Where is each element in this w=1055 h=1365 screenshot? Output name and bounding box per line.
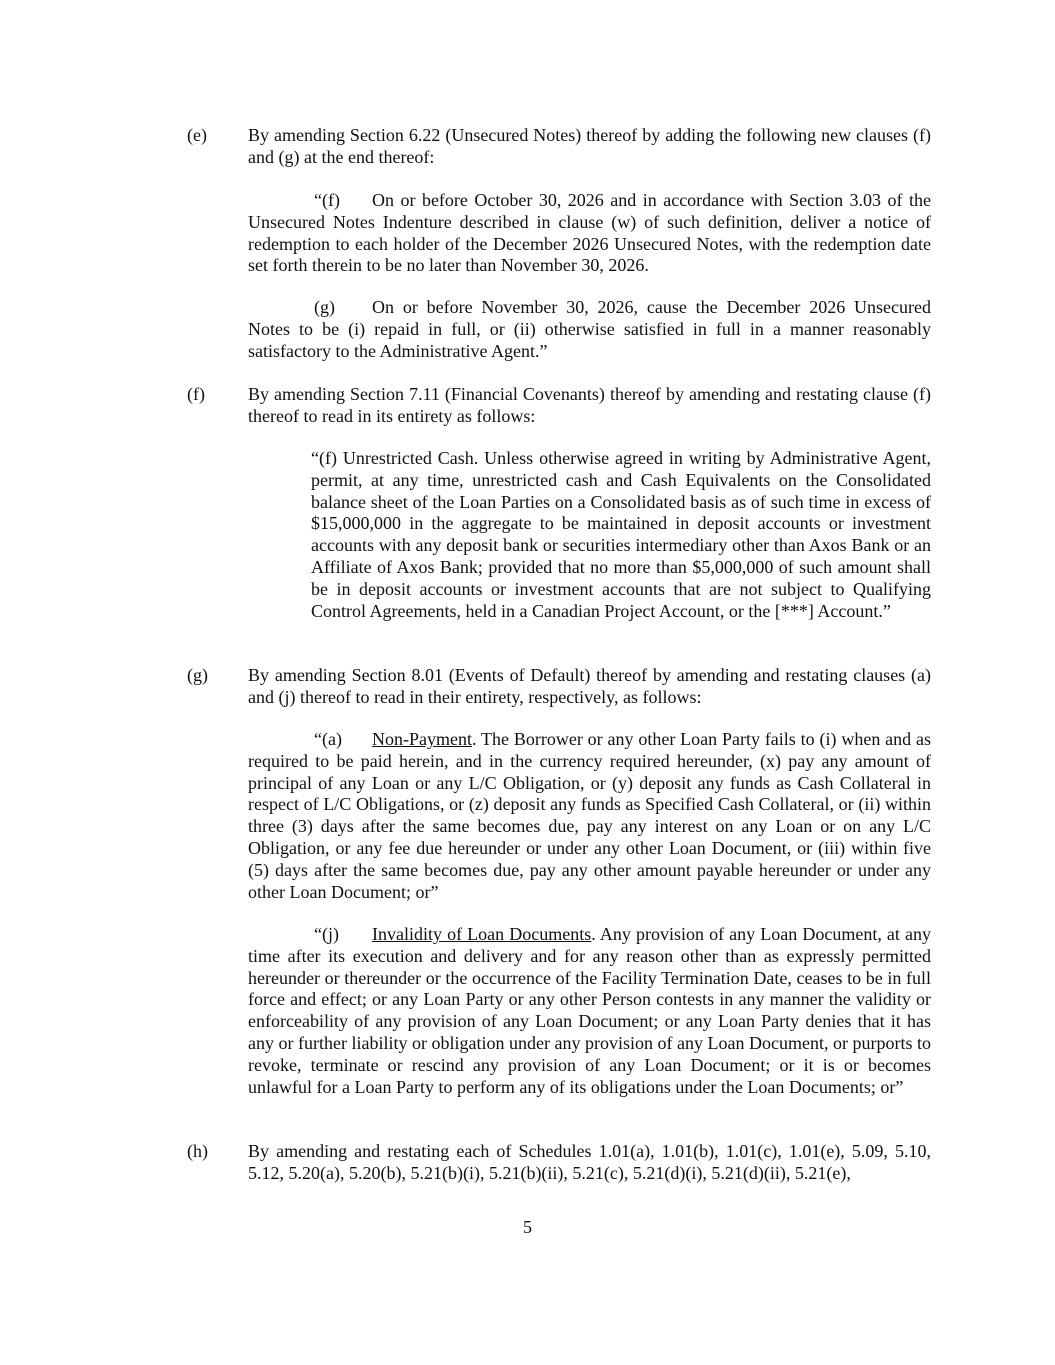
clause-h-text: By amending and restating each of Schedules 1.01(a), 1.01(b), 1.01(c), 1.01(e), 5.09, 5.10, 5.12, 5.20(a), 5.20(b), 5.21(b)(i), 5.21(b)(ii), 5.21(c), 5.21(d)(i), 5.21(d)(ii), 5.21(e), (248, 1141, 931, 1183)
clause-f-label: (f) (187, 384, 205, 404)
new-clause-a-text: . The Borrower or any other Loan Party fails to (i) when and as required to be paid herein, and in the currency required hereunder, (x) pay any amount of principal of any Loan or any L/C Obligation, or (y) deposit any funds as Cash Collateral in respect of L/C Obligations, or (z) deposit any funds as Specified Cash Collateral, or (ii) within three (3) days after the same becomes due, pay any interest on any Loan or on any L/C Obligation, or any fee due hereunder or under any other Loan Document, or (iii) within five (5) days after the same becomes due, pay any other amount payable hereunder or under any other Loan Document; or” (248, 729, 931, 902)
clause-e-text: By amending Section 6.22 (Unsecured Notes) thereof by adding the following new clauses (f) and (g) at the end thereof: (248, 125, 931, 167)
new-clause-f-text: On or before October 30, 2026 and in accordance with Section 3.03 of the Unsecured Notes Indenture described in clause (w) of such definition, deliver a notice of redemption to each holder of the December 2026 Unsecured Notes, with the redemption date set forth therein to be no later than November 30, 2026. (248, 190, 931, 276)
clause-g-label: (g) (187, 665, 208, 685)
clause-h-label: (h) (187, 1141, 208, 1161)
clause-f-text: By amending Section 7.11 (Financial Covenants) thereof by amending and restating clause (f) thereof to read in its entirety as follows: (248, 384, 931, 426)
new-clause-g-label: (g) (314, 297, 335, 317)
new-clause-g-text: On or before November 30, 2026, cause the December 2026 Unsecured Notes to be (i) repaid in full, or (ii) otherwise satisfied in full in a manner reasonably satisfactory to the Administrative Agent.” (248, 297, 931, 361)
new-clause-a-label: “(a) (314, 729, 342, 749)
page-number: 5 (523, 1217, 532, 1237)
clause-g (187, 665, 931, 709)
new-clause-j-label: “(j) (314, 924, 339, 944)
new-clause-j-text: . Any provision of any Loan Document, at any time after its execution and delivery and for any reason other than as expressly permitted hereunder or thereunder or the occurrence of the Facility Termination Date, ceases to be in full force and effect; or any Loan Party or any other Person contests in any manner the validity or enforceability of any provision of any Loan Document; or any Loan Party denies that it has any or further liability or obligation under any provision of any Loan Document, or purports to revoke, terminate or rescind any provision of any Loan Document; or it is or becomes unlawful for a Loan Party to perform any of its obligations under the Loan Documents; or” (248, 924, 932, 1097)
non-payment-heading: Non-Payment (372, 729, 472, 749)
unrestricted-cash-block: “(f) Unrestricted Cash. Unless otherwise agreed in writing by Administrative Agent, permit, at any time, unrestricted cash and Cash Equivalents on the Consolidated balance sheet of the Loan Parties on a Consolidated basis as of such time in excess of $15,000,000 in the aggregate to be maintained in deposit accounts or investment accounts with any deposit bank or securities intermediary other than Axos Bank or an Affiliate of Axos Bank; provided that no more than $5,000,000 of such amount shall be in deposit accounts or investment accounts that are not subject to Qualifying Control Agreements, held in a Canadian Project Account, or the [***] Account.” (311, 448, 931, 621)
new-clause-g (248, 297, 931, 362)
new-clause-a (248, 729, 931, 903)
clause-f (187, 384, 931, 428)
new-clause-f-label: “(f) (314, 190, 340, 210)
clause-e (187, 125, 931, 169)
new-clause-j (248, 924, 931, 1098)
invalidity-heading: Invalidity of Loan Documents (372, 924, 592, 944)
clause-g-text: By amending Section 8.01 (Events of Default) thereof by amending and restating clauses (a) and (j) thereof to read in their entirety, respectively, as follows: (248, 665, 931, 707)
clause-e-label: (e) (187, 125, 207, 145)
new-clause-f (248, 190, 931, 277)
clause-h (187, 1141, 931, 1185)
